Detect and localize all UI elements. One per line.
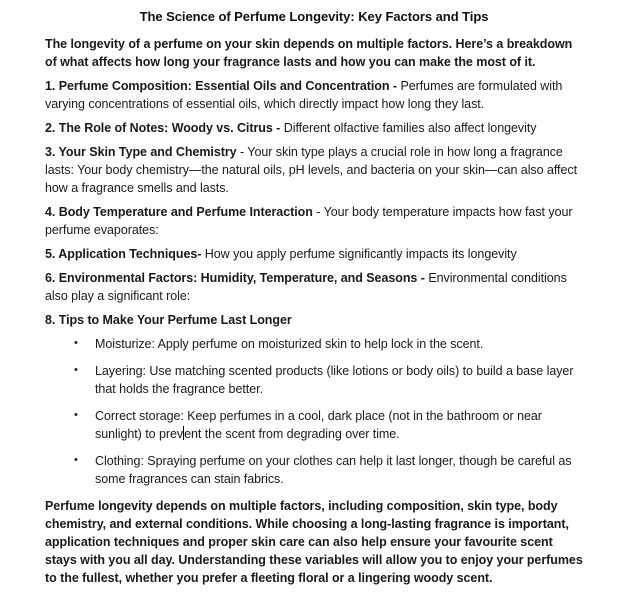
section-1 — [45, 77, 583, 113]
bullet-icon: • — [74, 454, 78, 466]
section-1-body: Perfumes are formulated with varying concentrations of essential oils, which directly impact how long they last. — [45, 79, 563, 111]
section-2-heading: 2. The Role of Notes: Woody vs. Citrus - — [45, 121, 281, 135]
section-1-heading: 1. Perfume Composition: Essential Oils and Concentration - — [45, 79, 398, 93]
section-3-body: - Your skin type plays a crucial role in how long a fragrance lasts: Your body chemistry—the natural oils, pH levels, and bacteria on your skin—can also affect how a fragrance smells and lasts. — [45, 145, 578, 195]
section-3 — [45, 143, 583, 197]
section-6 — [45, 269, 583, 305]
list-item-text-before-cursor: Correct storage: Keep perfumes in a cool, dark place (not in the bathroom or near sunlight) to prev — [95, 409, 542, 441]
list-item-clothing — [45, 452, 583, 488]
section-4-body: - Your body temperature impacts how fast your perfume evaporates: — [45, 205, 573, 237]
section-5 — [45, 245, 583, 263]
section-6-body: Environmental conditions also play a significant role: — [45, 271, 567, 303]
section-3-heading: 3. Your Skin Type and Chemistry — [45, 145, 237, 159]
list-item-text: Layering: Use matching scented products (like lotions or body oils) to build a base layer that holds the fragrance better. — [95, 364, 574, 396]
tips-section-heading: 8. Tips to Make Your Perfume Last Longer — [45, 313, 292, 327]
bullet-icon: • — [74, 364, 78, 376]
list-item-text: Moisturize: Apply perfume on moisturized skin to help lock in the scent. — [95, 337, 484, 351]
intro-paragraph: The longevity of a perfume on your skin depends on multiple factors. Here’s a breakdown of what affects how long your fragrance lasts and how you can make the most of it. — [45, 37, 573, 69]
bullet-icon: • — [74, 337, 78, 349]
list-item-text-after-cursor: ent the scent from degrading over time. — [184, 427, 400, 441]
list-item-storage — [45, 407, 583, 443]
list-item-layering — [45, 362, 583, 398]
section-5-body: How you apply perfume significantly impacts its longevity — [204, 247, 517, 261]
section-5-heading: 5. Application Techniques- — [45, 247, 202, 261]
tips-list — [45, 335, 583, 488]
list-item-moisturize — [45, 335, 583, 353]
section-2 — [45, 119, 583, 137]
list-item-text: Clothing: Spraying perfume on your clothes can help it last longer, though be careful as some fragrances can stain fabrics. — [95, 454, 572, 486]
bullet-icon: • — [74, 409, 78, 421]
section-4 — [45, 203, 583, 239]
section-4-heading: 4. Body Temperature and Perfume Interaction — [45, 205, 313, 219]
section-2-body: Different olfactive families also affect longevity — [283, 121, 537, 135]
section-6-heading: 6. Environmental Factors: Humidity, Temperature, and Seasons - — [45, 271, 425, 285]
document-title: The Science of Perfume Longevity: Key Factors and Tips — [139, 9, 489, 24]
conclusion-paragraph: Perfume longevity depends on multiple factors, including composition, skin type, body chemistry, and external conditions. While choosing a long-lasting fragrance is important, application techniques and proper skin care can also help ensure your favourite scent stays with you all day. Understanding these variables will allow you to enjoy your perfumes to the fullest, whether you prefer a fleeting floral or a lingering woody scent. — [45, 499, 583, 585]
